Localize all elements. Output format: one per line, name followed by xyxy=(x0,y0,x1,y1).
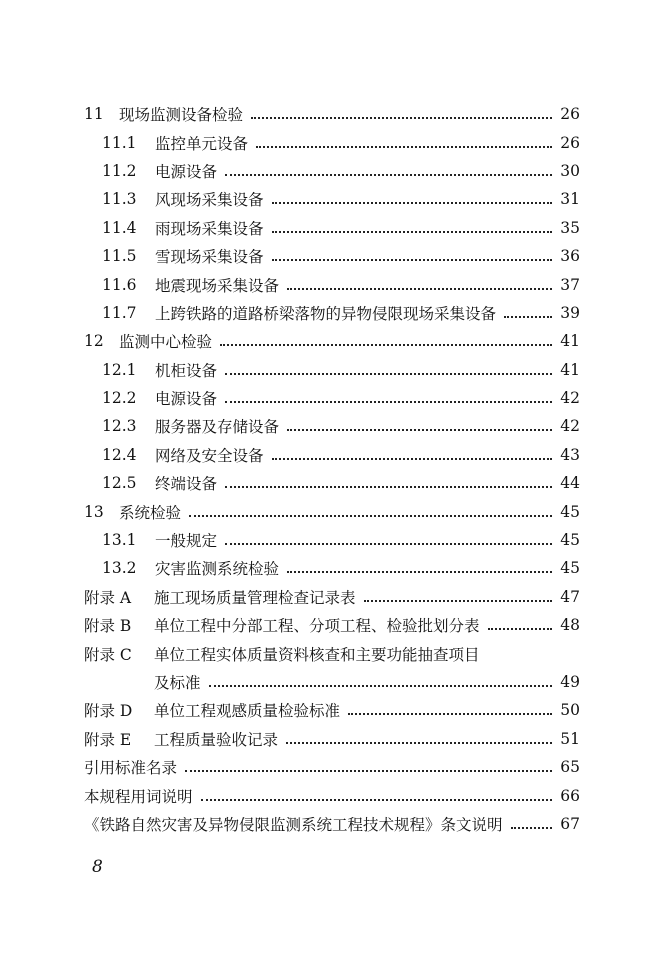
toc-entry[interactable] xyxy=(84,100,580,128)
dot-leader xyxy=(225,543,552,545)
toc-entry-number: 附录 C xyxy=(84,645,132,664)
toc-entry-number: 附录 E xyxy=(84,730,132,749)
dot-leader xyxy=(201,799,552,801)
toc-entry[interactable] xyxy=(84,299,580,327)
toc-entry-page: 26 xyxy=(560,105,580,124)
toc-entry[interactable] xyxy=(84,384,580,412)
dot-leader xyxy=(286,742,552,744)
toc-entry[interactable] xyxy=(84,441,580,469)
dot-leader xyxy=(364,600,552,602)
toc-entry-title: 系统检验 xyxy=(119,503,182,522)
toc-entry[interactable] xyxy=(84,185,580,213)
dot-leader xyxy=(209,685,552,687)
toc-entry-title: 工程质量验收记录 xyxy=(154,730,279,749)
toc-entry-page: 41 xyxy=(560,360,580,379)
toc-entry-title: 单位工程观感质量检验标准 xyxy=(154,702,341,721)
toc-entry-title: 施工现场质量管理检查记录表 xyxy=(154,588,356,607)
toc-entry[interactable] xyxy=(84,583,580,611)
toc-entry-page: 39 xyxy=(560,303,580,322)
dot-leader xyxy=(225,373,552,375)
dot-leader xyxy=(272,202,552,204)
toc-entry-title: 风现场采集设备 xyxy=(155,191,264,210)
toc-entry-title: 一般规定 xyxy=(155,532,218,551)
toc-entry-page: 45 xyxy=(560,531,580,550)
toc-entry[interactable] xyxy=(84,469,580,497)
toc-entry-title: 引用标准名录 xyxy=(84,759,178,778)
toc-entry-title: 监控单元设备 xyxy=(155,134,249,153)
dot-leader xyxy=(225,174,552,176)
toc-entry-title: 网络及安全设备 xyxy=(155,446,264,465)
dot-leader xyxy=(511,827,552,829)
toc-entry-title: 灾害监测系统检验 xyxy=(155,560,280,579)
toc-entry[interactable] xyxy=(84,157,580,185)
toc-entry-title: 电源设备 xyxy=(155,390,218,409)
toc-entry[interactable] xyxy=(84,270,580,298)
toc-entry-number: 11.3 xyxy=(102,190,137,209)
toc-entry-title: 终端设备 xyxy=(155,475,218,494)
toc-entry[interactable] xyxy=(84,696,580,724)
toc-entry[interactable] xyxy=(84,356,580,384)
table-of-contents xyxy=(84,100,580,838)
toc-entry-title: 雨现场采集设备 xyxy=(155,219,264,238)
toc-entry-number: 附录 B xyxy=(84,617,132,636)
toc-entry-number: 12.5 xyxy=(102,474,137,493)
toc-entry[interactable] xyxy=(84,781,580,809)
toc-entry-page: 36 xyxy=(560,247,580,266)
dot-leader xyxy=(348,713,552,715)
toc-entry-number: 附录 A xyxy=(84,588,132,607)
toc-entry-title: 本规程用词说明 xyxy=(84,787,193,806)
toc-entry-page: 42 xyxy=(560,389,580,408)
dot-leader xyxy=(272,231,552,233)
toc-entry-page: 50 xyxy=(560,701,580,720)
toc-entry-page: 65 xyxy=(560,758,580,777)
dot-leader xyxy=(251,117,552,119)
dot-leader xyxy=(256,146,552,148)
toc-entry-title: 雪现场采集设备 xyxy=(155,248,264,267)
toc-entry-number: 12.2 xyxy=(102,389,137,408)
toc-entry-page: 45 xyxy=(560,502,580,521)
toc-entry[interactable] xyxy=(84,526,580,554)
toc-entry-page: 41 xyxy=(560,332,580,351)
page-number: 8 xyxy=(92,857,103,877)
toc-entry-number: 11.6 xyxy=(102,275,137,294)
toc-entry-title: 服务器及存储设备 xyxy=(155,418,280,437)
toc-entry-number: 附录 D xyxy=(84,702,133,721)
dot-leader xyxy=(220,344,552,346)
toc-entry[interactable] xyxy=(84,214,580,242)
toc-entry[interactable] xyxy=(84,753,580,781)
toc-entry-number: 13.1 xyxy=(102,531,137,550)
toc-entry-number: 12.3 xyxy=(102,417,137,436)
toc-entry-page: 45 xyxy=(560,559,580,578)
toc-entry-page: 48 xyxy=(560,616,580,635)
toc-entry-page: 47 xyxy=(560,587,580,606)
toc-entry-title: 监测中心检验 xyxy=(119,333,213,352)
toc-entry-number: 11.1 xyxy=(102,133,137,152)
toc-entry-title: 电源设备 xyxy=(155,162,218,181)
toc-entry-number: 12 xyxy=(84,332,104,351)
toc-entry-page: 67 xyxy=(560,814,580,833)
toc-entry-page: 30 xyxy=(560,161,580,180)
toc-entry[interactable] xyxy=(84,611,580,639)
toc-entry-page: 26 xyxy=(560,133,580,152)
toc-entry[interactable] xyxy=(84,242,580,270)
dot-leader xyxy=(287,429,552,431)
toc-entry-number: 11 xyxy=(84,105,104,124)
toc-entry-number: 11.7 xyxy=(102,303,137,322)
toc-entry-title: 单位工程实体质量资料核查和主要功能抽查项目 xyxy=(154,645,480,664)
toc-entry-number: 11.4 xyxy=(102,218,137,237)
toc-entry[interactable] xyxy=(84,497,580,525)
toc-entry-number: 11.5 xyxy=(102,247,137,266)
toc-entry-page: 44 xyxy=(560,474,580,493)
toc-entry-page: 66 xyxy=(560,786,580,805)
dot-leader xyxy=(272,458,552,460)
toc-entry-title: 机柜设备 xyxy=(155,361,218,380)
toc-entry-page: 42 xyxy=(560,417,580,436)
toc-entry-page: 49 xyxy=(560,673,580,691)
toc-entry-page: 43 xyxy=(560,445,580,464)
dot-leader xyxy=(287,288,552,290)
toc-entry[interactable] xyxy=(84,639,580,667)
toc-entry[interactable] xyxy=(84,725,580,753)
dot-leader xyxy=(488,628,552,630)
toc-entry-page: 35 xyxy=(560,218,580,237)
toc-entry-title: 上跨铁路的道路桥梁落物的异物侵限现场采集设备 xyxy=(155,304,497,323)
toc-entry-number: 12.4 xyxy=(102,445,137,464)
toc-entry-continuation[interactable] xyxy=(84,668,580,696)
dot-leader xyxy=(504,316,552,318)
toc-entry-title-continued: 及标准 xyxy=(154,674,201,692)
toc-entry-number: 12.1 xyxy=(102,360,137,379)
dot-leader xyxy=(287,571,552,573)
toc-entry[interactable] xyxy=(84,810,580,838)
toc-entry[interactable] xyxy=(84,128,580,156)
toc-entry-page: 31 xyxy=(560,190,580,209)
toc-entry-number: 13.2 xyxy=(102,559,137,578)
dot-leader xyxy=(185,770,552,772)
toc-entry-title: 现场监测设备检验 xyxy=(119,106,244,125)
toc-entry-title: 地震现场采集设备 xyxy=(155,276,280,295)
dot-leader xyxy=(225,486,552,488)
toc-entry[interactable] xyxy=(84,327,580,355)
toc-entry-title: 单位工程中分部工程、分项工程、检验批划分表 xyxy=(154,617,480,636)
dot-leader xyxy=(225,401,552,403)
toc-entry-page: 37 xyxy=(560,275,580,294)
toc-entry[interactable] xyxy=(84,554,580,582)
toc-entry-title: 《铁路自然灾害及异物侵限监测系统工程技术规程》条文说明 xyxy=(84,815,503,834)
toc-entry-number: 11.2 xyxy=(102,161,137,180)
toc-entry[interactable] xyxy=(84,412,580,440)
dot-leader xyxy=(272,259,552,261)
toc-entry-page: 51 xyxy=(560,729,580,748)
toc-entry-number: 13 xyxy=(84,502,104,521)
dot-leader xyxy=(189,515,552,517)
